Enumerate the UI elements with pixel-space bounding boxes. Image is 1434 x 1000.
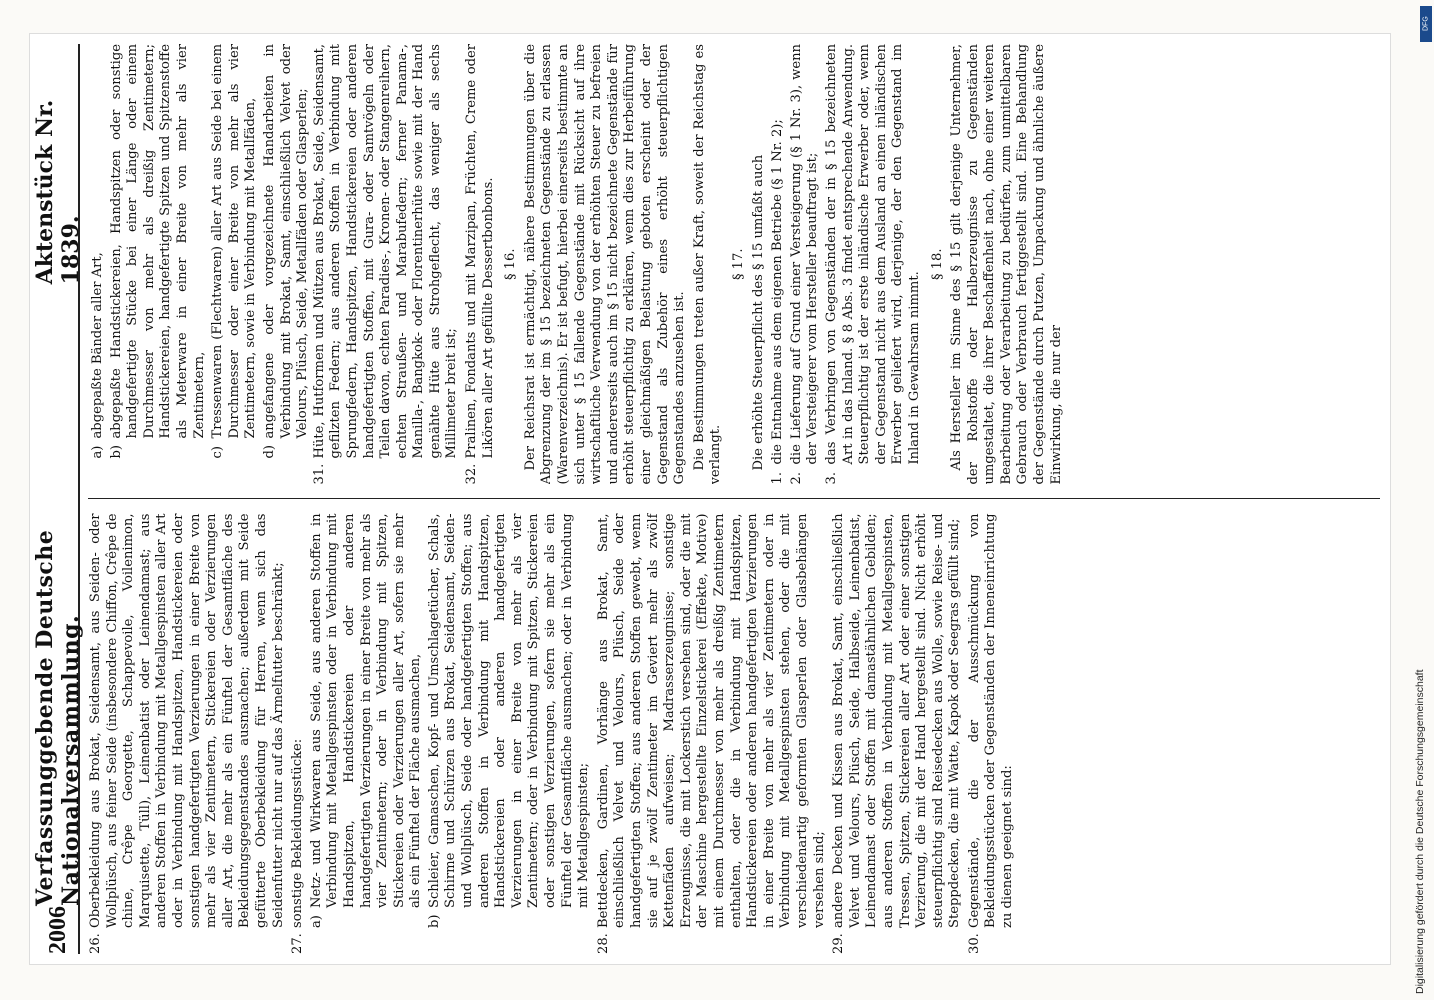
sub-item-text: Netz- und Wirkwaren aus Seide, aus anderen Stoffen in Verbindung mit Metallgespinsten oder in Verbindung mit Handspitzen, Handstickereien oder anderen handgefertigten Verzierungen in einer Breite von mehr als vier Zentimetern; oder in Verbindung mit Spitzen, Stickereien oder Verzierungen aller Art, sofern sie mehr als ein Fünftel der Fläche ausmachen, [308,513,424,908]
page-title: Verfassunggebende Deutsche Nationalversammlung. [32,529,84,906]
numbered-item-text: die Entnahme aus dem eigenen Betriebe (§ 1 Nr. 2); [770,119,786,465]
item-body [596,514,828,929]
section-17-title: § 17. [730,248,746,281]
item-body [967,514,1017,929]
sub-item-label: a) [90,445,105,459]
item-number: 26. [88,933,103,954]
numbered-item-label: 3. [823,472,839,485]
sub-item [427,514,593,929]
section-17-intro: Die erhöhte Steuerpflicht des § 15 umfaßt auch [750,154,766,471]
section-18-title: § 18. [929,248,945,281]
sub-item [210,44,260,459]
item-number: 28. [595,933,611,954]
page-header [32,44,84,954]
sub-item-text: Schleier, Gamaschen, Kopf- und Umschlagetücher, Schals, Schirme und Schürzen aus Brokat, Seidensamt, Seiden- und Wollplüsch, Seide oder handgefertigten Stoffen; aus anderen Stoffen in Verbindung mit Handspitzen, Handstickereien oder anderen handgefertigten Verzierungen in einer Breite von mehr als vier Zentimetern; oder in Verbindung mit Spitzen, Stickereien oder sonstigen Verzierungen, sofern sie mehr als ein Fünftel der Gesamtfläche ausmachen; oder in Verbindung mit Metallgespinsten; [426,513,592,908]
section-17-list [770,44,923,485]
left-column [88,514,1380,955]
sub-item-label: a) [308,915,324,928]
item-text: Pralinen, Fondants und mit Marzipan, Früchten, Creme oder Likören aller Art gefüllte Dessertbonbons. [464,44,496,459]
digitization-note: Digitalisierung gefördert durch die Deutsche Forschungsgemeinschaft [1414,669,1426,994]
sub-item [90,44,107,459]
paragraph: Die Bestimmungen treten außer Kraft, soweit der Reichstag es verlangt. [691,44,724,485]
sub-item-label: c) [210,446,226,459]
item-text: Oberbekleidung aus Brokat, Seidensamt, aus Seiden- oder Wollplüsch, aus feiner Seide (insbesondere Chiffon, Crêpe de chine, Crêpe Georgette, Schappevoile, Voilenimon, Marquisette, Tüll), Leinenbatist oder Leinendamast; aus anderen Stoffen in Verbindung mit Metallgespinsten aller Art oder in Verbindung mit Handspitzen, Handstickereien oder sonstigen handgefertigten Verzierungen in einer Breite von mehr als vier Zentimetern, Stickereien oder Verzierungen aller Art, die mehr als ein Fünftel der Gesamtfläche des Bekleidungsgegenstandes ausmachen; außerdem mit Seide gefütterte Oberbekleidung für Herren, wenn sich das Seidenfutter nicht nur auf das Ärmelfutter beschränkt; [88,513,286,928]
page-number: 2006 [44,906,71,954]
item-body [831,514,964,929]
numbered-item [824,44,924,485]
sub-item [109,44,209,459]
item-text: Gegenstände, die der Ausschmückung von Bekleidungsstücken oder Gegenständen der Inneneinrichtung zu dienen geeignet sind: [966,513,1016,928]
document-number: Aktenstück Nr. 1839. [32,99,84,285]
sub-item-label: b) [108,445,124,459]
sub-item-text: angefangene oder vorgezeichnete Handarbeiten in Verbindung mit Brokat, Samt, einschließlich Velvet oder Velours, Plüsch, Seide, Metallfäden oder Glasperlen; [261,44,311,439]
dfg-logo: DFG [1420,6,1432,42]
item-number: 30. [966,933,982,954]
list-item [464,44,497,485]
column-divider [88,499,1380,500]
sub-item-text: abgepaßte Bänder aller Art, [90,252,105,439]
item-body [290,514,593,929]
right-column [88,44,1380,485]
list-item [290,514,593,955]
sub-item-label: d) [261,445,277,459]
item-30-subitems [90,44,312,485]
item-body [88,514,287,929]
list-item [596,514,828,955]
item-number: 31. [311,463,327,485]
text-columns [88,44,1380,954]
numbered-item [770,44,787,485]
numbered-item-text: die Lieferung auf Grund einer Versteigerung (§ 1 Nr. 3), wenn der Versteigerer vom Hersteller beauftragt ist; [788,44,821,465]
item-text: Hüte, Hutformen und Mützen aus Brokat, Seide, Seidensamt, gefilzten Federn; aus anderen Stoffen in Verbindung mit Sprungfedern, Handspitzen, Handstickereien oder anderen handgefertigten Stoffen, mit Gura- oder Samtvögeln oder Teilen davon, echten Paradies-, Kronen- oder Stangenreihern, echten Straußen- und Marabufedern; ferner Panama-, Manilla-, Bangkok- oder Florentinerhüte sowie mit der Hand genähte Hüte aus Strohgeflecht, das weniger als sechs Millimeter breit ist; [311,44,460,459]
item-number: 27. [290,933,306,954]
sub-item [262,44,312,459]
list-item [831,514,964,955]
document-sheet [30,34,1390,964]
paragraph: Der Reichsrat ist ermächtigt, nähere Bestimmungen über die Abgrenzung der im § 15 bezeichneten Gegenstände zu erlassen (Warenverzeichnis). Er ist befugt, hierbei einerseits bestimmte an sich unter § 15 fallende Gegenstände mit Rücksicht auf ihre wirtschaftliche Verwendung von der erhöhten Steuer zu befreien und andererseits auch im § 15 nicht bezeichnete Gegenstände für erhöht steuerpflichtig zu erklären, wenn dies zur Herbeiführung einer gleichmäßigen Belastung geboten erscheint oder der Gegenstand als Zubehör eines erhöht steuerpflichtigen Gegenstandes anzusehen ist. [522,44,688,485]
sub-item-label: b) [426,914,442,928]
item-number: 32. [464,463,480,485]
list-item [88,514,287,955]
item-text: sonstige Bekleidungsstücke: [290,738,306,928]
numbered-item [789,44,822,485]
sub-item-text: abgepaßte Handstickereien, Handspitzen oder sonstige handgefertigte Stücke bei einer Länge oder einem Durchmesser von mehr als dreißig Zentimetern; Handstickereien, handgefertigte Spitzen und Spitzenstoffe als Meterware in einer Breite von mehr als vier Zentimetern, [108,44,207,439]
section-16-body [523,44,725,485]
item-number: 29. [831,933,847,954]
sub-item [309,514,425,929]
list-item [312,44,461,485]
item-text: andere Decken und Kissen aus Brokat, Samt, einschließlich Velvet und Velours, Plüsch, Seide, Halbseide, Leinenbatist, Leinendamast oder Stoffen mit damastähnlichen Gebilden; aus anderen Stoffen in Verbindung mit Metallgespinsten, Tressen, Spitzen, Stickereien aller Art oder einer sonstigen Verzierung, die mit der Hand hergestellt sind. Nicht erhöht steuerpflichtig sind Reisedecken aus Wolle, sowie Reise- und Steppdecken, die mit Watte, Kapok oder Seegras gefüllt sind; [831,513,963,928]
section-18-body: Als Hersteller im Sinne des § 15 gilt derjenige Unternehmer, der Rohstoffe oder Halberzeugnisse zu Gegenständen umgestaltet, die ihrer Beschaffenheit nach, ohne einer weiteren Bearbeitung oder Verarbeitung zu bedürfen, zum unmittelbaren Gebrauch oder Verbrauch fertiggestellt sind. Eine Behandlung der Gegenstände durch Putzen, Umpackung und ähnliche äußere Einwirkung, die nur der [949,44,1064,485]
items-31-32 [312,44,498,485]
numbered-item-label: 2. [788,472,804,485]
list-item [967,514,1017,955]
item-text: Bettdecken, Gardinen, Vorhänge aus Brokat, Samt, einschließlich Velvet und Velours, Plüsch, Seide oder handgefertigten Stoffen; aus anderen Stoffen gewebt, wenn sie auf je zwölf Zentimeter im Geviert mehr als zwölf Kettenfäden aufweisen; Madrasserzeugnisse; sonstige Erzeugnisse, die mit Lockerstich versehen sind, oder die mit der Maschine hergestellte Einzelstickerei (Effekte, Motive) mit einem Durchmesser von mehr als dreißig Zentimetern enthalten, oder die in Verbindung mit Handspitzen, Handstickereien oder anderen handgefertigten Verzierungen in einer Breite von mehr als vier Zentimetern oder in Verbindung mit Metallgespinsten stehen, oder die mit verschiedenartig geformten Glasperlen oder Glasbehängen versehen sind; [595,513,827,928]
sub-item-text: Tressenwaren (Flechtwaren) aller Art aus Seide bei einem Durchmesser oder einer Breite von mehr als vier Zentimetern, sowie in Verbindung mit Metallfäden, [210,44,259,439]
numbered-item-label: 1. [770,472,786,485]
numbered-item-text: das Verbringen von Gegenständen der in § 15 bezeichneten Art in das Inland. § 8 Abs. 3 findet entsprechende Anwendung. Steuerpflichtig ist der erste inländische Erwerber oder, wenn der Gegenstand nicht aus dem Ausland an einen inländischen Erwerber geliefert wird, derjenige, der den Gegenstand im Inland in Gewahrsam nimmt. [823,44,922,465]
section-16-title: § 16. [503,248,519,281]
